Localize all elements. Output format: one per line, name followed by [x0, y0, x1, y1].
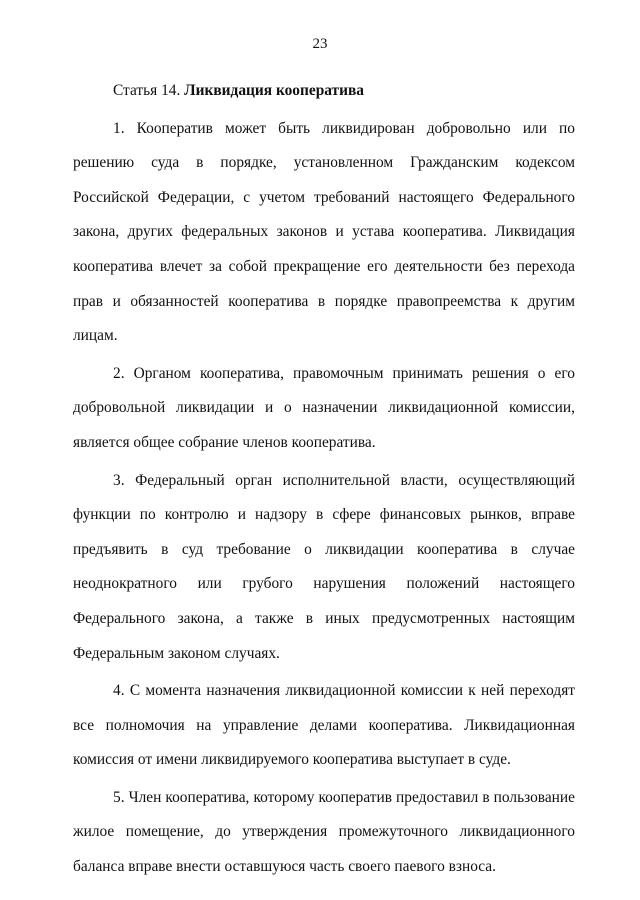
article-prefix: Статья 14.	[113, 82, 185, 99]
paragraph-1: 1. Кооператив может быть ликвидирован добровольно или по решению суда в порядке, установленном Гражданским кодексом Российской Федерации, с учетом требований настоящего Федерального закона, других федеральных законов и устава кооператива. Ликвидация кооператива влечет за собой прекращение его деятельности без перехода прав и обязанностей кооператива в порядке правопреемства к другим лицам.	[73, 119, 575, 345]
document-body	[73, 74, 575, 885]
article-title: Ликвидация кооператива	[184, 82, 364, 99]
paragraph-2: 2. Органом кооператива, правомочным принимать решения о его добровольной ликвидации и о назначении ликвидационной комиссии, является общее собрание членов кооператива.	[73, 364, 575, 451]
paragraph-4: 4. С момента назначения ликвидационной комиссии к ней переходят все полномочия на управление делами кооператива. Ликвидационная комиссия от имени ликвидируемого кооператива выступает в суде.	[73, 682, 575, 769]
page-number: 23	[312, 36, 328, 52]
paragraph-3: 3. Федеральный орган исполнительной власти, осуществляющий функции по контролю и надзору в сфере финансовых рынков, вправе предъявить в суд требование о ликвидации кооператива в случае неоднократного или грубого нарушения положений настоящего Федерального закона, а также в иных предусмотренных настоящим Федеральным законом случаях.	[73, 471, 575, 662]
paragraph-5: 5. Член кооператива, которому кооператив предоставил в пользование жилое помещение, до утверждения промежуточного ликвидационного баланса вправе внести оставшуюся часть своего паевого взноса.	[73, 788, 575, 876]
article-heading	[113, 74, 575, 109]
